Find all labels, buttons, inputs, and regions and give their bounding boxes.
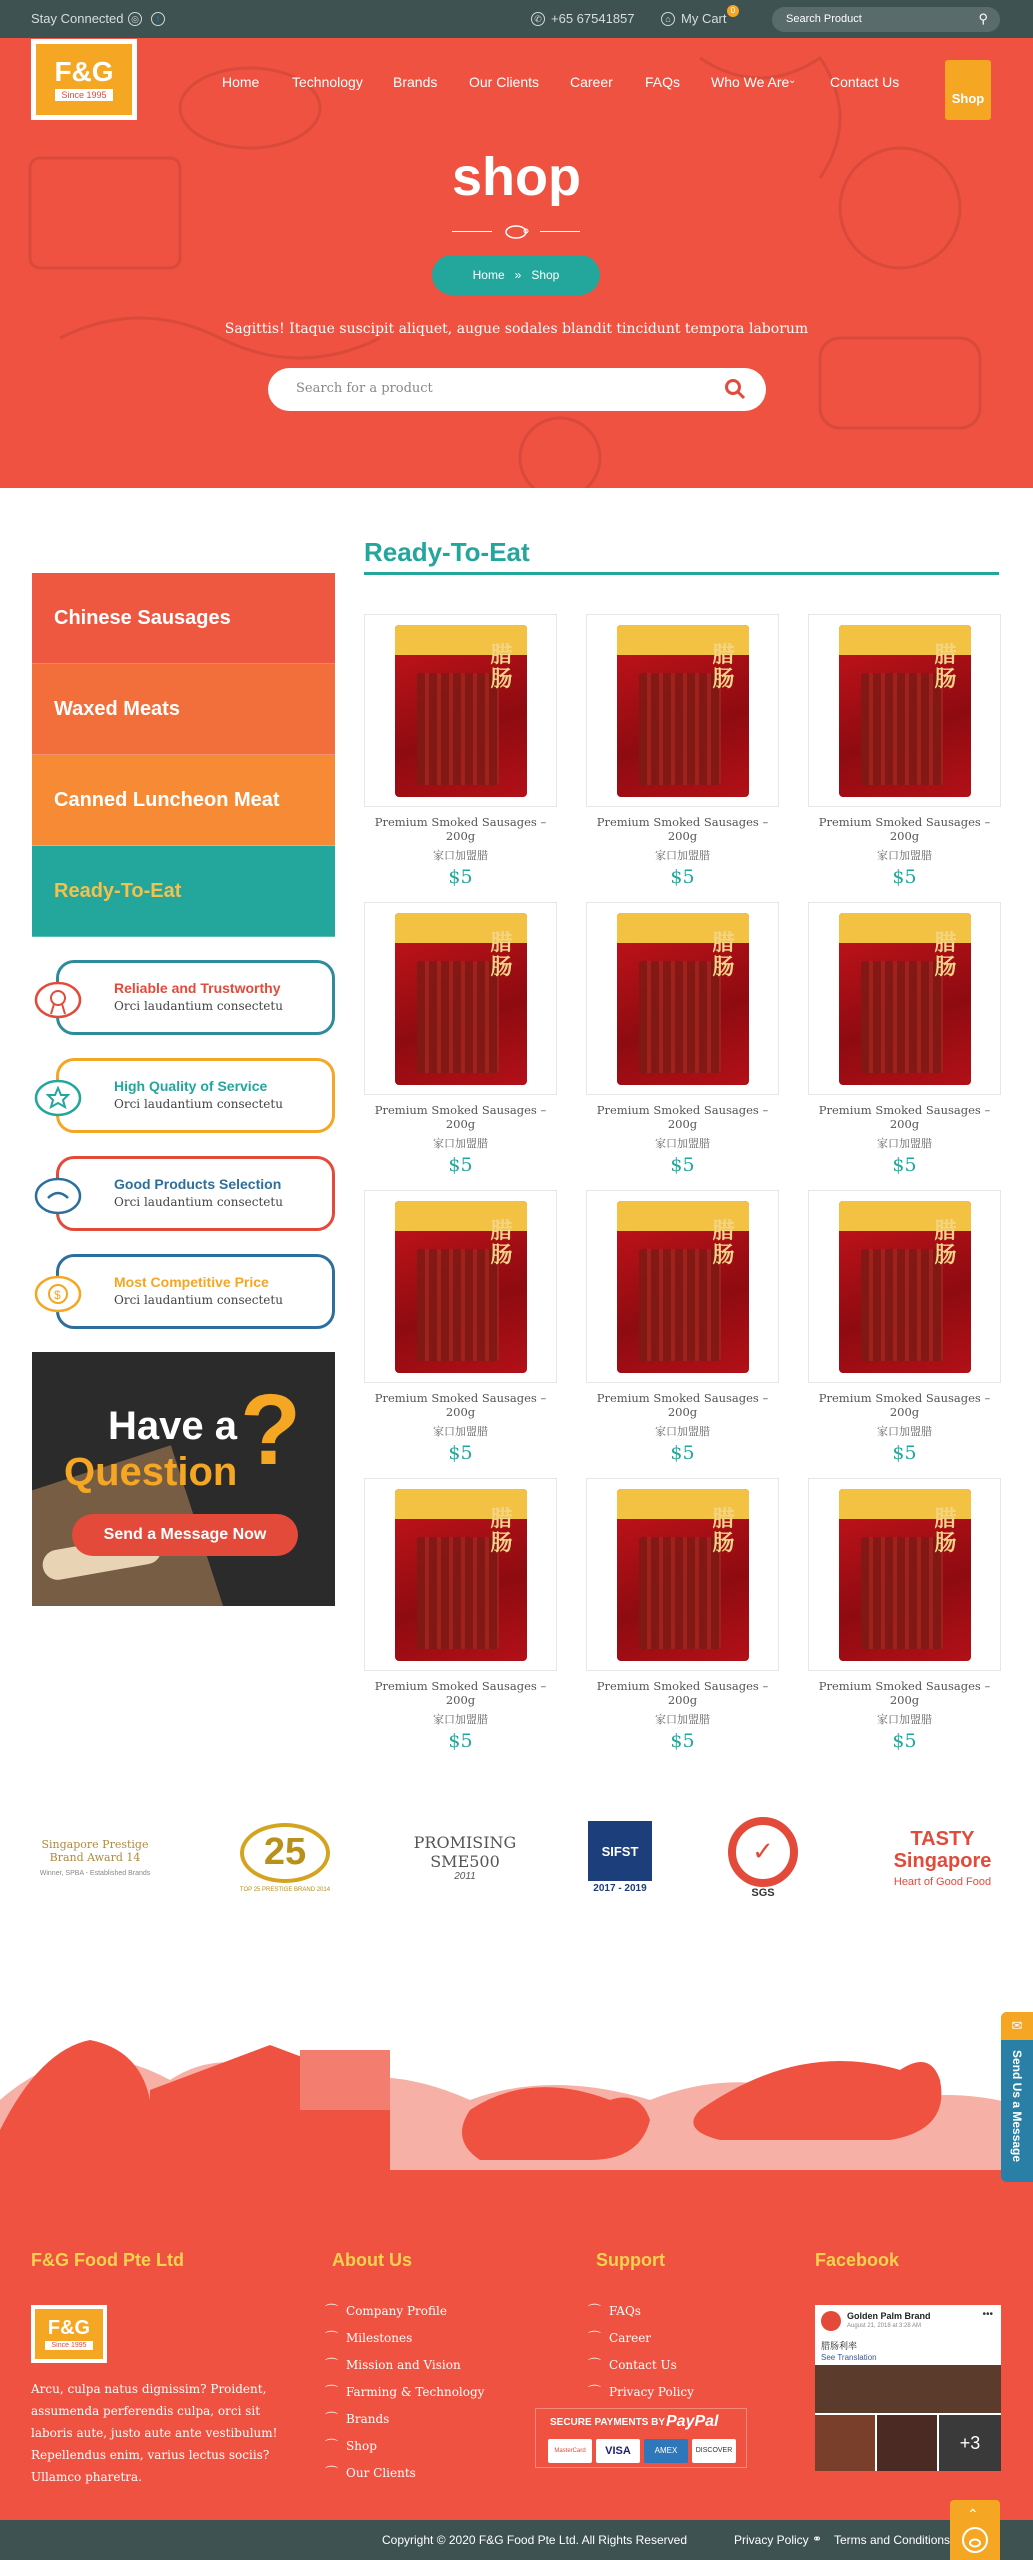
pig-bullet-icon: ⌒ bbox=[325, 2304, 339, 2319]
title-divider bbox=[452, 223, 580, 239]
footer-link[interactable] bbox=[325, 2435, 377, 2454]
product-name[interactable]: Premium Smoked Sausages – 200g bbox=[374, 815, 547, 843]
product-chinese-name: 家口加盟腊 bbox=[433, 1426, 488, 1438]
top-search-placeholder: Search Product bbox=[786, 13, 862, 25]
sausage-package-image bbox=[617, 913, 749, 1085]
footer-link[interactable] bbox=[325, 2462, 416, 2481]
privacy-policy-link[interactable]: Privacy Policy bbox=[734, 2533, 809, 2547]
feature-price bbox=[32, 1254, 335, 1329]
chevron-down-icon: ⌄ bbox=[788, 75, 797, 86]
product-price: $5 bbox=[892, 1730, 917, 1752]
section-title: Ready-To-Eat bbox=[364, 537, 530, 567]
send-message-button[interactable]: Send a Message Now bbox=[72, 1514, 298, 1556]
product-image[interactable] bbox=[586, 1478, 779, 1671]
fb-avatar bbox=[821, 2311, 841, 2331]
pig-bullet-icon: ⌒ bbox=[325, 2466, 339, 2481]
footer-logo[interactable] bbox=[31, 2305, 107, 2363]
footer-link[interactable] bbox=[325, 2300, 447, 2319]
product-card[interactable] bbox=[586, 1478, 779, 1752]
product-chinese-name: 家口加盟腊 bbox=[877, 850, 932, 862]
footer-link-label: Privacy Policy bbox=[609, 2385, 694, 2399]
terms-link[interactable]: Terms and Conditions bbox=[834, 2533, 951, 2547]
fb-see-translation[interactable]: See Translation bbox=[821, 2353, 877, 2362]
logo-text: F&G bbox=[47, 2317, 91, 2339]
pig-bullet-icon: ⌒ bbox=[588, 2358, 602, 2373]
fb-photo[interactable] bbox=[877, 2415, 937, 2471]
sausage-package-image bbox=[839, 913, 971, 1085]
cart-count-badge: 0 bbox=[727, 5, 739, 17]
sausage-package-image bbox=[617, 625, 749, 797]
product-price: $5 bbox=[892, 1154, 917, 1176]
amex-icon: AMEX bbox=[644, 2439, 688, 2463]
sausage-package-image bbox=[839, 1201, 971, 1373]
footer-link-label: Shop bbox=[346, 2439, 377, 2453]
breadcrumb-separator: » bbox=[514, 268, 522, 282]
hero-tagline: Sagittis! Itaque suscipit aliquet, augue sodales blandit tincidunt tempora laborum bbox=[224, 321, 809, 337]
secure-label: SECURE PAYMENTS BY bbox=[550, 2417, 666, 2428]
product-card[interactable] bbox=[586, 614, 779, 888]
award-label: 25 bbox=[240, 1823, 330, 1883]
award-caption: Heart of Good Food bbox=[893, 1875, 992, 1888]
category-canned-luncheon-meat[interactable]: Canned Luncheon Meat bbox=[32, 755, 335, 846]
product-price: $5 bbox=[448, 1442, 473, 1464]
copyright-bar bbox=[0, 2520, 1033, 2560]
product-chinese-name: 家口加盟腊 bbox=[877, 1714, 932, 1726]
product-search-placeholder: Search for a product bbox=[296, 381, 433, 396]
pig-icon bbox=[502, 223, 530, 239]
product-chinese-name: 家口加盟腊 bbox=[433, 850, 488, 862]
logo-text: F&G bbox=[54, 56, 114, 87]
category-chinese-sausages[interactable]: Chinese Sausages bbox=[32, 573, 335, 664]
product-chinese-name: 家口加盟腊 bbox=[877, 1426, 932, 1438]
product-name[interactable]: Premium Smoked Sausages – 200g bbox=[596, 815, 769, 843]
package-text: 腊肠 bbox=[490, 929, 513, 979]
product-price: $5 bbox=[892, 866, 917, 888]
nav-who-we-are[interactable]: Who We Are bbox=[711, 74, 790, 90]
secure-payments bbox=[535, 2408, 747, 2468]
check-icon: ✓ bbox=[728, 1817, 798, 1887]
footer-link[interactable] bbox=[325, 2327, 412, 2346]
product-price: $5 bbox=[670, 1730, 695, 1752]
product-name[interactable]: Premium Smoked Sausages – 200g bbox=[818, 1391, 991, 1419]
package-text: 腊肠 bbox=[490, 641, 513, 691]
question-mark: ? bbox=[240, 1374, 302, 1486]
feature-title: Reliable and Trustworthy bbox=[114, 980, 281, 996]
footer-link[interactable] bbox=[588, 2327, 651, 2346]
svg-text:$: $ bbox=[54, 1288, 61, 1302]
question-banner bbox=[32, 1352, 335, 1606]
award-sgs bbox=[718, 1810, 808, 1905]
product-image[interactable] bbox=[808, 902, 1001, 1095]
awards-strip bbox=[0, 1800, 1033, 1910]
feature-subtitle: Orci laudantium consectetu bbox=[114, 999, 283, 1013]
award-label: TASTY Singapore bbox=[893, 1827, 992, 1872]
product-grid bbox=[364, 614, 1004, 1752]
product-chinese-name: 家口加盟腊 bbox=[655, 850, 710, 862]
package-text: 腊肠 bbox=[934, 1217, 957, 1267]
award-sme500 bbox=[405, 1810, 525, 1905]
footer-facebook-title: Facebook bbox=[815, 2250, 900, 2270]
shop-button[interactable] bbox=[945, 60, 991, 120]
package-text: 腊肠 bbox=[490, 1217, 513, 1267]
top-bar bbox=[0, 0, 1033, 38]
product-image[interactable] bbox=[586, 902, 779, 1095]
product-image[interactable] bbox=[808, 1478, 1001, 1671]
feature-quality bbox=[32, 1058, 335, 1133]
nav-career[interactable]: Career bbox=[570, 74, 613, 90]
search-icon[interactable] bbox=[724, 378, 746, 400]
section-underline bbox=[364, 572, 999, 575]
footer-link-label: FAQs bbox=[609, 2304, 641, 2318]
breadcrumb-home[interactable]: Home bbox=[472, 268, 505, 282]
product-card[interactable] bbox=[586, 1190, 779, 1464]
pig-bullet-icon: ⌒ bbox=[325, 2385, 339, 2400]
fb-post-text: 腊肠利率 bbox=[821, 2341, 858, 2351]
product-price: $5 bbox=[448, 866, 473, 888]
product-chinese-name: 家口加盟腊 bbox=[655, 1426, 710, 1438]
product-price: $5 bbox=[448, 1154, 473, 1176]
product-name[interactable]: Premium Smoked Sausages – 200g bbox=[596, 1391, 769, 1419]
product-chinese-name: 家口加盟腊 bbox=[655, 1138, 710, 1150]
package-text: 腊肠 bbox=[712, 1217, 735, 1267]
footer-about-title: About Us bbox=[332, 2250, 412, 2270]
feature-title: Good Products Selection bbox=[114, 1176, 282, 1192]
footer-link[interactable] bbox=[325, 2381, 484, 2400]
product-card[interactable] bbox=[808, 1190, 1001, 1464]
footer-link[interactable] bbox=[588, 2300, 641, 2319]
farm-silhouette-illustration bbox=[0, 1990, 1033, 2200]
pig-bullet-icon: ⌒ bbox=[588, 2385, 602, 2400]
top-search-input[interactable] bbox=[772, 7, 1000, 32]
category-waxed-meats[interactable]: Waxed Meats bbox=[32, 664, 335, 755]
product-name[interactable]: Premium Smoked Sausages – 200g bbox=[374, 1391, 547, 1419]
feature-subtitle: Orci laudantium consectetu bbox=[114, 1195, 283, 1209]
product-image[interactable] bbox=[808, 614, 1001, 807]
product-image[interactable] bbox=[586, 614, 779, 807]
feature-title: High Quality of Service bbox=[114, 1078, 268, 1094]
product-price: $5 bbox=[892, 1442, 917, 1464]
nav-contact-us[interactable]: Contact Us bbox=[830, 74, 900, 90]
award-caption: TOP 25 PRESTIGE BRAND 2014 bbox=[239, 1886, 331, 1893]
footer-link-label: Mission and Vision bbox=[346, 2358, 461, 2372]
award-caption: Winner, SPBA - Established Brands bbox=[39, 1870, 151, 1877]
ribbon-pig-icon bbox=[32, 968, 90, 1026]
product-name[interactable]: Premium Smoked Sausages – 200g bbox=[818, 815, 991, 843]
product-image[interactable] bbox=[364, 614, 557, 807]
mastercard-icon: MasterCard bbox=[548, 2439, 592, 2463]
dollar-pig-icon bbox=[32, 1262, 90, 1320]
copyright-text: Copyright © 2020 F&G Food Pte Ltd. All Rights Reserved bbox=[382, 2533, 687, 2547]
pig-bullet-icon: ⌒ bbox=[588, 2304, 602, 2319]
back-to-top-button[interactable] bbox=[950, 2500, 1000, 2560]
feature-title: Most Competitive Price bbox=[114, 1274, 269, 1290]
logo-since: Since 1995 bbox=[55, 89, 112, 101]
pig-bullet-icon: ⌒ bbox=[325, 2358, 339, 2373]
handshake-icon: ⚭ bbox=[812, 2532, 823, 2546]
product-card[interactable] bbox=[364, 614, 557, 888]
cart-link[interactable]: My Cart bbox=[681, 11, 727, 26]
footer-support-title: Support bbox=[596, 2250, 665, 2270]
sausage-package-image bbox=[395, 913, 527, 1085]
facebook-widget[interactable] bbox=[815, 2305, 1001, 2471]
sausage-package-image bbox=[395, 1489, 527, 1661]
package-text: 腊肠 bbox=[490, 1505, 513, 1555]
sausage-package-image bbox=[617, 1489, 749, 1661]
product-card[interactable] bbox=[364, 902, 557, 1176]
fb-more-photos[interactable]: +3 bbox=[939, 2415, 1001, 2471]
footer-link-label: Milestones bbox=[346, 2331, 413, 2345]
fb-post-date: August 21, 2018 at 3:28 AM bbox=[847, 2323, 922, 2329]
pig-bullet-icon: ⌒ bbox=[325, 2331, 339, 2346]
chevron-up-icon: ⌃ bbox=[967, 2506, 979, 2522]
instagram-icon[interactable]: ◎ bbox=[128, 12, 142, 26]
product-name[interactable]: Premium Smoked Sausages – 200g bbox=[818, 1103, 991, 1131]
footer-link-label: Farming & Technology bbox=[346, 2385, 485, 2399]
facebook-icon[interactable]: f bbox=[151, 12, 165, 26]
breadcrumb-current: Shop bbox=[531, 268, 560, 282]
hero-section bbox=[0, 38, 1033, 488]
award-top-25 bbox=[225, 1810, 345, 1905]
product-card[interactable] bbox=[808, 1478, 1001, 1752]
product-card[interactable] bbox=[364, 1190, 557, 1464]
footer-link-label: Our Clients bbox=[346, 2466, 416, 2480]
product-price: $5 bbox=[670, 1154, 695, 1176]
footer-link[interactable] bbox=[325, 2354, 461, 2373]
fb-photo[interactable] bbox=[815, 2365, 1001, 2413]
question-line1: Have a bbox=[108, 1404, 237, 1448]
pig-face-icon bbox=[959, 2524, 991, 2554]
product-image[interactable] bbox=[586, 1190, 779, 1383]
footer bbox=[0, 2200, 1033, 2520]
product-name[interactable]: Premium Smoked Sausages – 200g bbox=[596, 1103, 769, 1131]
footer-company-title: F&G Food Pte Ltd bbox=[31, 2250, 184, 2270]
pig-bullet-icon: ⌒ bbox=[325, 2412, 339, 2427]
star-pig-icon bbox=[32, 1066, 90, 1124]
fb-photo[interactable] bbox=[815, 2415, 875, 2471]
sausage-package-image bbox=[395, 625, 527, 797]
product-search-input[interactable] bbox=[268, 368, 766, 411]
phone-number[interactable]: +65 67541857 bbox=[551, 11, 635, 26]
product-card[interactable] bbox=[586, 902, 779, 1176]
product-name[interactable]: Premium Smoked Sausages – 200g bbox=[374, 1679, 547, 1707]
award-caption: SGS bbox=[751, 1886, 775, 1899]
nav-home[interactable]: Home bbox=[222, 74, 260, 90]
cart-icon[interactable]: ⌂ bbox=[661, 12, 675, 26]
award-label: SIFST bbox=[588, 1821, 652, 1881]
breadcrumb bbox=[432, 255, 600, 295]
nav-faqs[interactable]: FAQs bbox=[645, 74, 681, 90]
sausage-package-image bbox=[617, 1201, 749, 1373]
feature-reliable bbox=[32, 960, 335, 1035]
footer-company-text: Arcu, culpa natus dignissim? Proident, assumenda perferendis culpa, orci sit laboris aute, justo aute ante vestibulum! Repellendus enim, varius lectus sociis? Ullamco pharetra. bbox=[31, 2382, 278, 2484]
product-name[interactable]: Premium Smoked Sausages – 200g bbox=[596, 1679, 769, 1707]
visa-icon: VISA bbox=[596, 2439, 640, 2463]
hand-pig-icon bbox=[32, 1164, 90, 1222]
sausage-package-image bbox=[395, 1201, 527, 1373]
product-image[interactable] bbox=[808, 1190, 1001, 1383]
package-text: 腊肠 bbox=[712, 929, 735, 979]
award-prestige-brand bbox=[30, 1810, 160, 1905]
footer-link-label: Contact Us bbox=[609, 2358, 677, 2372]
shop-button-label: Shop bbox=[951, 91, 985, 106]
site-logo[interactable] bbox=[31, 39, 137, 120]
footer-link[interactable] bbox=[588, 2354, 677, 2373]
paypal-logo: PayPal bbox=[666, 2413, 719, 2430]
product-name[interactable]: Premium Smoked Sausages – 200g bbox=[818, 1679, 991, 1707]
product-chinese-name: 家口加盟腊 bbox=[877, 1138, 932, 1150]
feature-subtitle: Orci laudantium consectetu bbox=[114, 1293, 283, 1307]
search-icon[interactable]: ⚲ bbox=[978, 11, 988, 26]
footer-link-label: Career bbox=[609, 2331, 652, 2345]
sausage-package-image bbox=[839, 1489, 971, 1661]
send-us-a-message-tab[interactable] bbox=[1001, 2012, 1033, 2182]
footer-link[interactable] bbox=[588, 2381, 694, 2400]
footer-link-label: Brands bbox=[346, 2412, 390, 2426]
package-text: 腊肠 bbox=[934, 929, 957, 979]
product-image[interactable] bbox=[364, 1478, 557, 1671]
phone-icon: ✆ bbox=[531, 12, 545, 26]
award-tasty-singapore bbox=[880, 1810, 1005, 1905]
stay-connected-label: Stay Connected bbox=[31, 11, 124, 26]
award-caption: 2017 - 2019 bbox=[593, 1883, 647, 1894]
feature-subtitle: Orci laudantium consectetu bbox=[114, 1097, 283, 1111]
product-image[interactable] bbox=[364, 1190, 557, 1383]
package-text: 腊肠 bbox=[712, 641, 735, 691]
more-icon[interactable]: ••• bbox=[982, 2309, 993, 2320]
nav-brands[interactable]: Brands bbox=[393, 74, 438, 90]
product-price: $5 bbox=[670, 866, 695, 888]
product-chinese-name: 家口加盟腊 bbox=[655, 1714, 710, 1726]
nav-our-clients[interactable]: Our Clients bbox=[469, 74, 540, 90]
product-card[interactable] bbox=[808, 902, 1001, 1176]
award-sifst bbox=[585, 1810, 655, 1905]
package-text: 腊肠 bbox=[712, 1505, 735, 1555]
product-price: $5 bbox=[670, 1442, 695, 1464]
question-line2: Question bbox=[64, 1450, 238, 1494]
award-label: PROMISING SME500 bbox=[413, 1833, 517, 1871]
footer-link[interactable] bbox=[325, 2408, 389, 2427]
pig-bullet-icon: ⌒ bbox=[588, 2331, 602, 2346]
sausage-package-image bbox=[839, 625, 971, 797]
package-text: 腊肠 bbox=[934, 641, 957, 691]
package-text: 腊肠 bbox=[934, 1505, 957, 1555]
award-label: Singapore Prestige Brand Award 14 bbox=[41, 1838, 149, 1864]
product-chinese-name: 家口加盟腊 bbox=[433, 1138, 488, 1150]
product-price: $5 bbox=[448, 1730, 473, 1752]
product-chinese-name: 家口加盟腊 bbox=[433, 1714, 488, 1726]
send-tab-label: Send Us a Message bbox=[1010, 2050, 1024, 2163]
product-image[interactable] bbox=[364, 902, 557, 1095]
product-name[interactable]: Premium Smoked Sausages – 200g bbox=[374, 1103, 547, 1131]
category-ready-to-eat[interactable]: Ready-To-Eat bbox=[32, 846, 335, 937]
footer-link-label: Company Profile bbox=[346, 2304, 447, 2318]
product-card[interactable] bbox=[808, 614, 1001, 888]
nav-technology[interactable]: Technology bbox=[292, 74, 363, 90]
fb-page-name[interactable]: Golden Palm Brand bbox=[847, 2311, 931, 2321]
logo-since: Since 1995 bbox=[45, 2341, 92, 2350]
page-title: shop bbox=[452, 147, 581, 207]
feature-selection bbox=[32, 1156, 335, 1231]
product-card[interactable] bbox=[364, 1478, 557, 1752]
award-caption: 2011 bbox=[454, 1871, 476, 1882]
discover-icon: DISCOVER bbox=[692, 2439, 736, 2463]
mail-icon: ✉ bbox=[1001, 2012, 1033, 2040]
pig-bullet-icon: ⌒ bbox=[325, 2439, 339, 2454]
